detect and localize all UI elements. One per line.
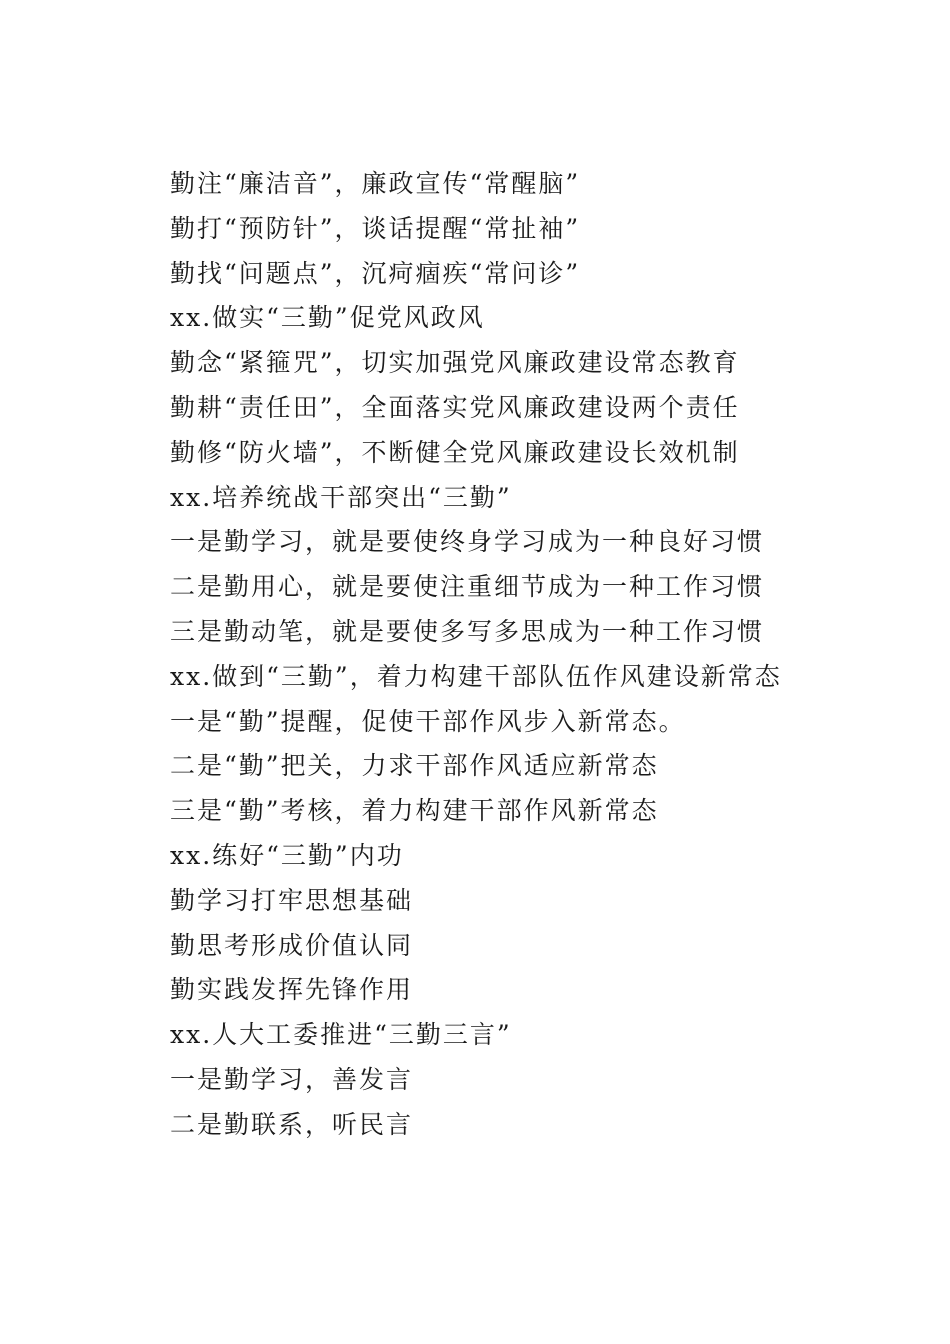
section-heading: xx.培养统战干部突出“三勤” xyxy=(170,482,512,512)
text-line: 三是“勤”考核，着力构建干部作风新常态 xyxy=(170,796,659,826)
text-line: 二是勤联系，听民言 xyxy=(170,1109,414,1139)
text-line: 一是“勤”提醒，促使干部作风步入新常态。 xyxy=(170,706,686,736)
text-line: 一是勤学习，就是要使终身学习成为一种良好习惯 xyxy=(170,527,765,557)
text-body xyxy=(170,162,890,1148)
section-heading: xx.人大工委推进“三勤三言” xyxy=(170,1020,512,1050)
text-line: 勤找“问题点”，沉疴痼疾“常问诊” xyxy=(170,258,581,288)
text-line: 勤修“防火墙”，不断健全党风廉政建设长效机制 xyxy=(170,437,740,467)
text-line: 勤耕“责任田”，全面落实党风廉政建设两个责任 xyxy=(170,392,740,422)
section-heading: xx.做到“三勤”，着力构建干部队伍作风建设新常态 xyxy=(170,661,782,691)
text-line: 二是勤用心，就是要使注重细节成为一种工作习惯 xyxy=(170,572,765,602)
section-heading: xx.做实“三勤”促党风政风 xyxy=(170,303,485,333)
text-line: 勤打“预防针”，谈话提醒“常扯袖” xyxy=(170,213,581,243)
text-line: 勤注“廉洁音”，廉政宣传“常醒脑” xyxy=(170,169,581,198)
section-heading: xx.练好“三勤”内功 xyxy=(170,840,404,870)
text-line: 二是“勤”把关，力求干部作风适应新常态 xyxy=(170,751,659,781)
text-line: 三是勤动笔，就是要使多写多思成为一种工作习惯 xyxy=(170,616,765,646)
text-line: 勤念“紧箍咒”，切实加强党风廉政建设常态教育 xyxy=(170,348,740,378)
text-line: 一是勤学习，善发言 xyxy=(170,1064,414,1094)
text-line: 勤实践发挥先锋作用 xyxy=(170,975,414,1005)
text-line: 勤思考形成价值认同 xyxy=(170,930,414,960)
text-line: 勤学习打牢思想基础 xyxy=(170,885,414,915)
